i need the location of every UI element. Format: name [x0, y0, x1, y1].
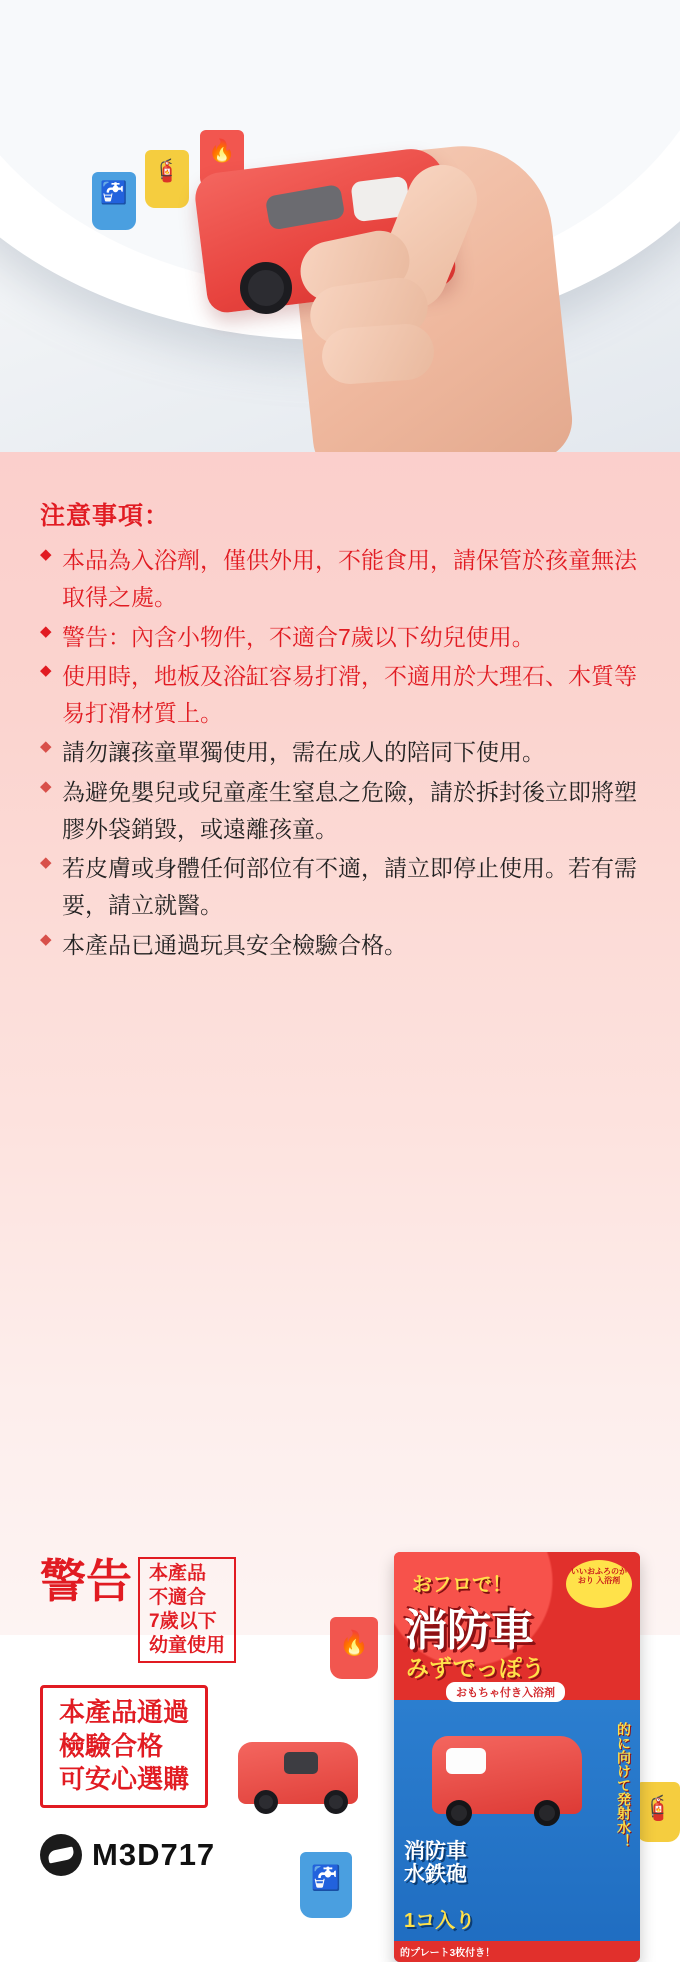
package-footer-note: 的プレート3枚付き！	[394, 1941, 640, 1962]
package-burst-badge: いいおふろのかおり 入浴剤	[566, 1560, 632, 1608]
package-product-name-line: 水鉄砲	[404, 1863, 467, 1887]
certification-line: 可安心選購	[59, 1764, 190, 1795]
extinguisher-plate-toy	[145, 150, 189, 208]
hydrant-plate-toy-small	[300, 1852, 352, 1918]
package-title: 消防車	[404, 1606, 533, 1655]
safety-mark-row	[40, 1834, 340, 1876]
truck-window-dark	[284, 1752, 318, 1774]
product-package	[394, 1552, 640, 1962]
badge-group	[40, 1557, 340, 1876]
truck-window-light	[446, 1748, 486, 1774]
hydrant-icon: 🚰	[311, 1865, 341, 1892]
notice-section	[0, 452, 680, 1959]
warning-line: 7歲以下	[149, 1610, 217, 1632]
truck-wheel-front	[240, 262, 292, 314]
hydrant-plate-toy	[92, 172, 136, 230]
warning-label: 警告	[40, 1555, 132, 1607]
truck-wheel-rear	[324, 1790, 348, 1814]
flame-icon: 🔥	[339, 1630, 369, 1657]
extinguisher-plate-toy-small	[636, 1782, 680, 1842]
notice-item: ◆ 為避免嬰兒或兒童產生窒息之危險，請於拆封後立即將塑膠外袋銷毀，或遠離孩童。	[40, 774, 640, 849]
warning-detail-box	[138, 1557, 236, 1663]
warning-line: 幼童使用	[149, 1634, 226, 1656]
package-count: 1コ入り	[404, 1910, 476, 1932]
package-tagline: おもちゃ付き入浴剤	[446, 1682, 565, 1702]
warning-badge	[40, 1557, 340, 1663]
notice-item: ◆ 使用時，地板及浴缸容易打滑，不適用於大理石、木質等易打滑材質上。	[40, 658, 640, 733]
notice-heading: 注意事項：	[40, 502, 171, 530]
package-ofuro-text: おフロで！	[412, 1574, 512, 1596]
certification-line: 本產品通過	[59, 1696, 190, 1727]
truck-window-dark	[265, 184, 346, 231]
notice-list	[40, 542, 640, 964]
truck-wheel-front	[446, 1800, 472, 1826]
certification-badge	[40, 1685, 208, 1808]
notice-item: ◆ 若皮膚或身體任何部位有不適，請立即停止使用。若有需要，請立就醫。	[40, 850, 640, 925]
product-photo	[0, 0, 680, 452]
notice-item: ◆ 本品為入浴劑，僅供外用，不能食用，請保管於孩童無法取得之處。	[40, 542, 640, 617]
extinguisher-icon: 🧯	[643, 1795, 673, 1822]
flame-icon: 🔥	[208, 138, 236, 163]
finger-3	[320, 322, 436, 386]
safety-mark-code: M3D717	[92, 1837, 216, 1873]
hydrant-icon: 🚰	[100, 180, 128, 205]
notice-item: ◆ 本產品已通過玩具安全檢驗合格。	[40, 927, 640, 964]
package-product-name	[404, 1840, 467, 1886]
package-product-name-line: 消防車	[404, 1840, 467, 1863]
truck-wheel-rear	[534, 1800, 560, 1826]
extinguisher-icon: 🧯	[153, 158, 181, 183]
notice-item: ◆ 請勿讓孩童單獨使用，需在成人的陪同下使用。	[40, 734, 640, 771]
notice-item: ◆ 警告：內含小物件，不適合7歲以下幼兒使用。	[40, 619, 640, 656]
package-subtitle: みずでっぽう	[406, 1655, 545, 1681]
warning-line: 本產品	[149, 1563, 207, 1584]
warning-line: 不適合	[149, 1586, 207, 1608]
certification-line: 檢驗合格	[59, 1730, 164, 1761]
package-side-text: 的に向けて発射水！	[616, 1722, 632, 1848]
flame-plate-toy-small	[330, 1617, 378, 1679]
truck-wheel-front	[254, 1790, 278, 1814]
safety-mark-logo-icon	[40, 1834, 82, 1876]
